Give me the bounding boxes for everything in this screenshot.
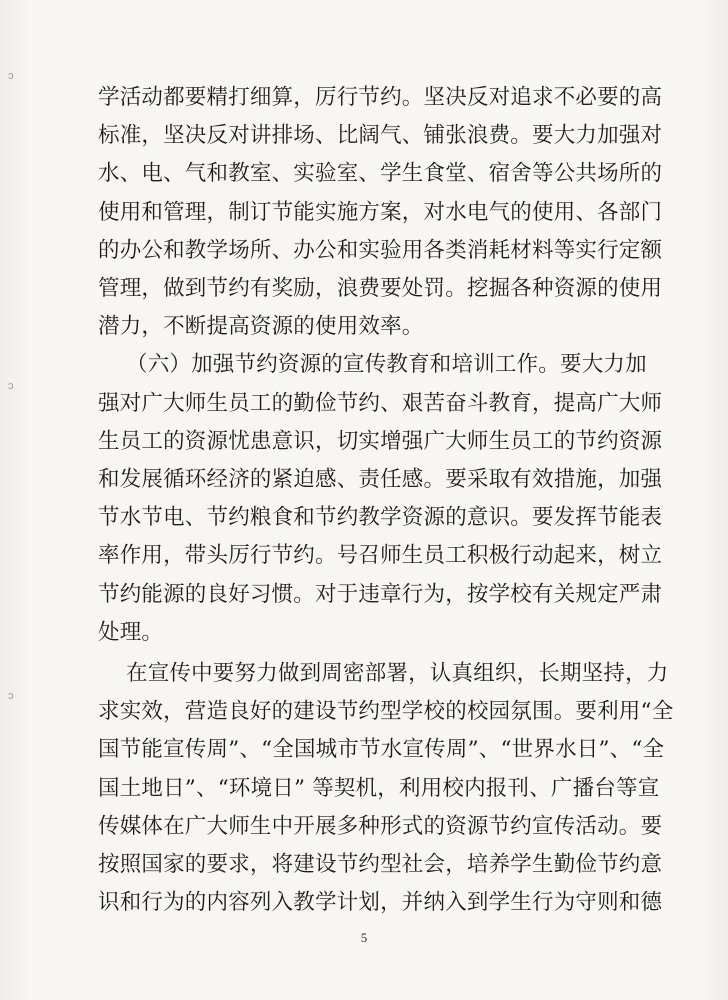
text-line: 传媒体在广大师生中开展多种形式的资源节约宣传活动。要 [98,813,663,839]
punch-mark: ɔ [8,690,14,702]
text-line: 求实效，营造良好的建设节约型学校的校园氛围。要利用“全 [98,699,674,725]
text-line: 的办公和教学场所、办公和实验用各类消耗材料等实行定额 [98,237,663,263]
text-line: 识和行为的内容列入教学计划，并纳入到学生行为守则和德 [98,890,663,916]
text-line: 率作用，带头厉行节约。号召师生员工积极行动起来，树立 [98,543,663,569]
text-line: 生员工的资源忧患意识，切实增强广大师生员工的节约资源 [98,428,663,454]
punch-mark: ɔ [8,70,14,82]
text-line: 国节能宣传周”、“全国城市节水宣传周”、“世界水日”、“全 [98,737,665,763]
punch-mark: ɔ [8,380,14,392]
text-line: （六）加强节约资源的宣传教育和培训工作。要大力加 [126,352,647,378]
text-line: 处理。 [98,619,164,645]
text-line: 强对广大师生员工的勤俭节约、艰苦奋斗教育，提高广大师 [98,390,663,416]
text-line: 标准，坚决反对讲排场、比阔气、铺张浪费。要大力加强对 [98,123,663,149]
page-number: 5 [360,930,368,945]
text-line: 节水节电、节约粮食和节约教学资源的意识。要发挥节能表 [98,505,663,531]
text-line: 学活动都要精打细算，厉行节约。坚决反对追求不必要的高 [98,85,663,110]
text-line: 按照国家的要求，将建设节约型社会，培养学生勤俭节约意 [98,852,663,877]
text-line: 国土地日”、“环境日” 等契机，利用校内报刊、广播台等宣 [98,775,660,801]
text-line: 在宣传中要努力做到周密部署，认真组织，长期坚持，力 [126,661,669,686]
text-line: 使用和管理，制订节能实施方案，对水电气的使用、各部门 [98,199,663,225]
text-line: 节约能源的良好习惯。对于违章行为，按学校有关规定严肃 [98,581,663,607]
text-line: 管理，做到节约有奖励，浪费要处罚。挖掘各种资源的使用 [98,276,663,301]
text-line: 潜力，不断提高资源的使用效率。 [98,314,424,340]
text-line: 水、电、气和教室、实验室、学生食堂、宿舍等公共场所的 [98,161,663,187]
text-line: 和发展循环经济的紧迫感、责任感。要采取有效措施，加强 [98,467,663,492]
